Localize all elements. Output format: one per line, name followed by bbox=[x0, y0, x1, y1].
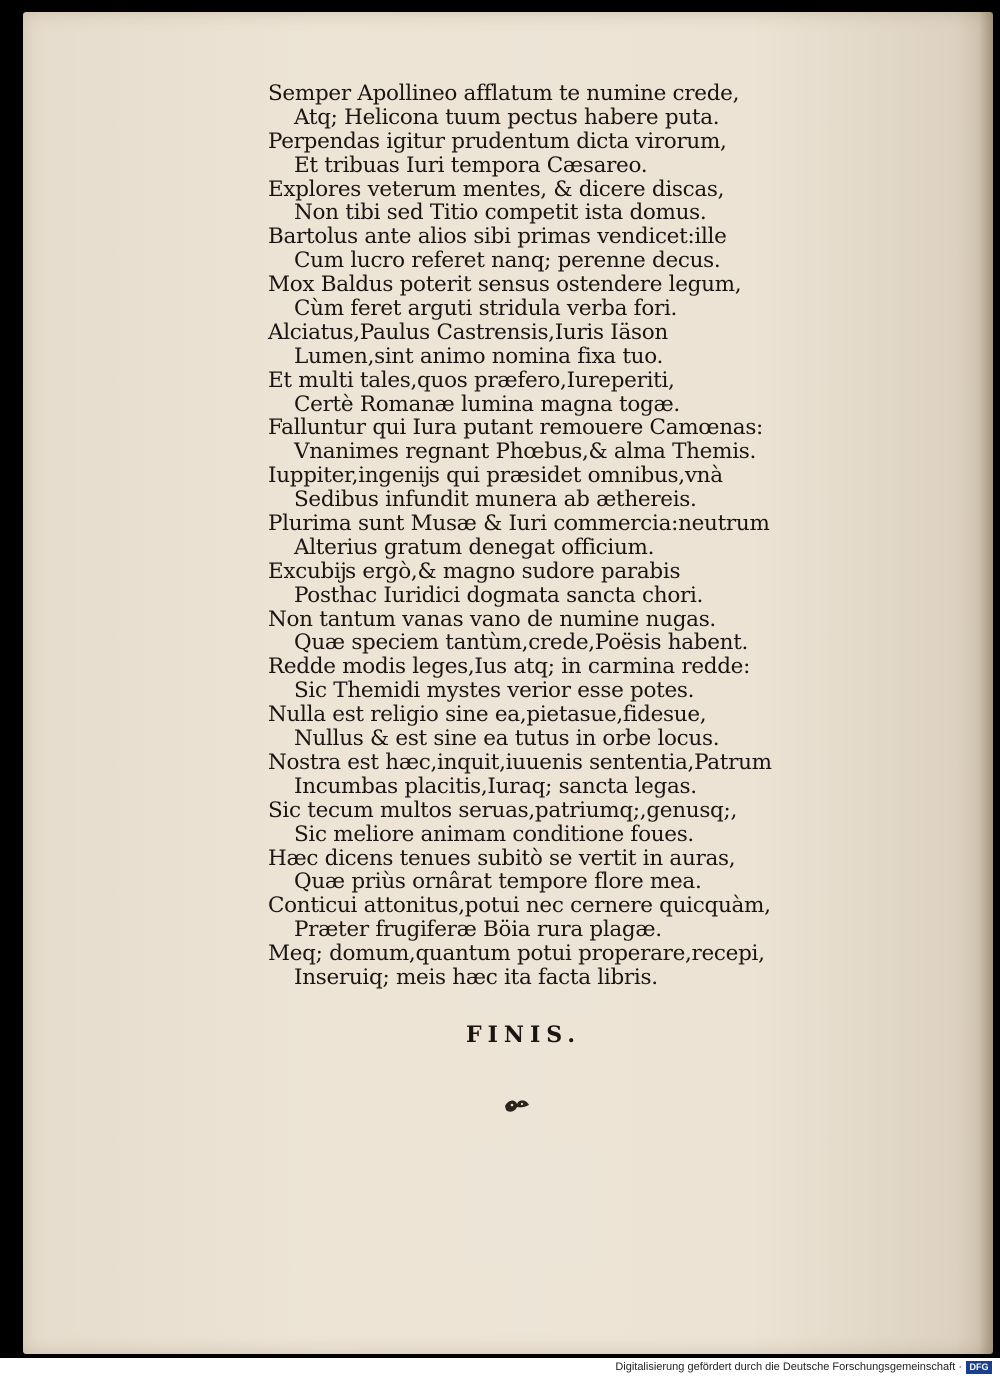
poem-line: Iuppiter,ingenĳs qui præsidet omnibus,vnà bbox=[268, 463, 723, 489]
dfg-credit: Digitalisierung gefördert durch die Deutsche Forschungsgemeinschaft · bbox=[615, 1361, 962, 1373]
poem-line: Sedibus infundit munera ab æthereis. bbox=[294, 487, 697, 513]
dfg-logo-icon: DFG bbox=[966, 1361, 992, 1374]
poem-line: Quæ speciem tantùm,crede,Poësis habent. bbox=[294, 630, 749, 656]
poem-line: Incumbas placitis,Iuraq; sancta legas. bbox=[294, 773, 697, 799]
poem-line: Non tibi sed Titio competit ista domus. bbox=[294, 200, 707, 226]
poem-line: Explores veterum mentes, & dicere discas, bbox=[268, 176, 725, 202]
poem-line: Et tribuas Iuri tempora Cæsareo. bbox=[294, 152, 648, 178]
poem-line: Nulla est religio sine ea,pietasue,fidesue, bbox=[268, 702, 707, 728]
poem-line: Plurima sunt Musæ & Iuri commercia:neutrum bbox=[268, 511, 770, 537]
poem-line: Cùm feret arguti stridula verba fori. bbox=[294, 296, 678, 322]
page-edge-shadow bbox=[979, 12, 993, 1354]
poem-line: Sic Themidi mystes verior esse potes. bbox=[294, 678, 695, 704]
poem-line: Hæc dicens tenues subitò se vertit in auras, bbox=[268, 845, 736, 871]
poem-line: Atq; Helicona tuum pectus habere puta. bbox=[294, 104, 720, 130]
poem-line: Semper Apollineo afflatum te numine crede, bbox=[268, 81, 740, 106]
poem-line: Posthac Iuridici dogmata sancta chori. bbox=[294, 582, 704, 608]
poem-line: Sic meliore animam conditione foues. bbox=[294, 821, 694, 847]
poem-line: Nullus & est sine ea tutus in orbe locus. bbox=[294, 726, 720, 752]
poem-line: Alterius gratum denegat officium. bbox=[294, 534, 655, 560]
poem-line: Cum lucro referet nanq; perenne decus. bbox=[294, 248, 721, 274]
poem-line: Inseruiq; meis hæc ita facta libris. bbox=[294, 964, 658, 990]
finis-heading: FINIS. bbox=[466, 1022, 582, 1048]
poem-line: Certè Romanæ lumina magna togæ. bbox=[294, 391, 680, 417]
poem-line: Quæ priùs ornârat tempore flore mea. bbox=[294, 869, 702, 895]
poem-line: Sic tecum multos seruas,patriumq;,genusq;, bbox=[268, 797, 737, 823]
poem-line: Præter frugiferæ Böia rura plagæ. bbox=[294, 917, 662, 943]
poem-line: Conticui attonitus,potui nec cernere quicquàm, bbox=[268, 893, 771, 919]
poem-line: Et multi tales,quos præfero,Iureperiti, bbox=[268, 367, 675, 393]
poem-line: Falluntur qui Iura putant remouere Camœnas: bbox=[268, 415, 763, 441]
poem-line: Bartolus ante alios sibi primas vendicet:ille bbox=[268, 224, 727, 250]
poem-line: Alciatus,Paulus Castrensis,Iuris Iäson bbox=[268, 319, 668, 345]
poem-line: Nostra est hæc,inquit,iuuenis sententia,Patrum bbox=[268, 749, 772, 775]
leaf-ornament-icon bbox=[503, 1096, 531, 1116]
poem-line: Redde modis leges,Ius atq; in carmina redde: bbox=[268, 654, 751, 680]
poem-line: Excubĳs ergò,& magno sudore parabis bbox=[268, 558, 681, 584]
poem-text bbox=[268, 82, 788, 990]
poem-line: Vnanimes regnant Phœbus,& alma Themis. bbox=[294, 439, 757, 465]
poem-line: Mox Baldus poterit sensus ostendere legum, bbox=[268, 272, 742, 298]
poem-line: Meq; domum,quantum potui properare,recepi, bbox=[268, 941, 765, 967]
poem-line: Perpendas igitur prudentum dicta virorum, bbox=[268, 128, 727, 154]
poem-line: Lumen,sint animo nomina fixa tuo. bbox=[294, 343, 664, 369]
poem-line: Non tantum vanas vano de numine nugas. bbox=[268, 606, 716, 632]
